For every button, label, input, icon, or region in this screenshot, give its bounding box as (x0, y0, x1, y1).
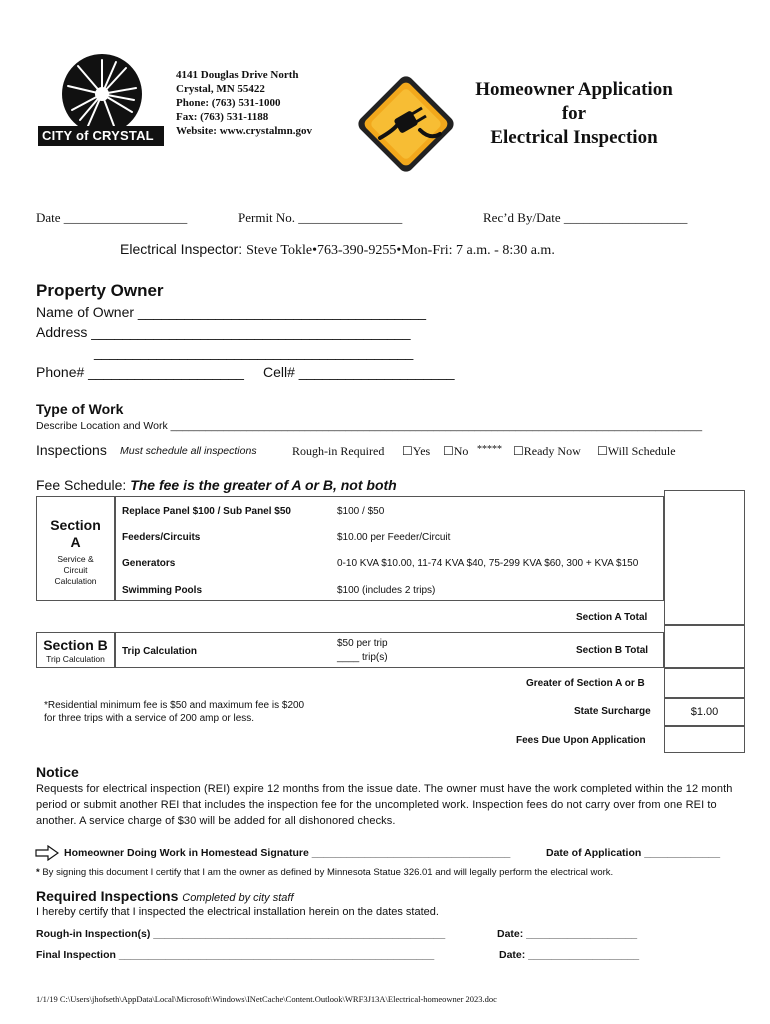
fees-due-box[interactable] (664, 726, 745, 753)
inspector-contact: Steve Tokle•763-390-9255•Mon-Fri: 7 a.m. - 8:30 a.m. (246, 243, 555, 258)
rough-in-required-label: Rough-in Required (292, 444, 385, 458)
fee-schedule-label: Fee Schedule: (36, 477, 127, 493)
fee-item: Swimming Pools (122, 585, 203, 596)
section-a-sub: Service & (57, 554, 94, 564)
owner-name-field[interactable]: Name of Owner _____________________________________ (36, 304, 427, 320)
greater-of-label: Greater of Section A or B (526, 678, 645, 689)
address-line: Crystal, MN 55422 (176, 83, 265, 95)
date-field[interactable]: Date ___________________ (36, 210, 188, 225)
electrical-plug-sign (350, 68, 462, 180)
final-inspection-field[interactable]: Final Inspection ______________________________________________________ (36, 949, 435, 961)
fee-value: $100 (includes 2 trips) (337, 585, 436, 596)
inspections-note: Must schedule all inspections (120, 445, 257, 457)
fax-line: Fax: (763) 531-1188 (176, 111, 269, 123)
notice-heading: Notice (36, 764, 79, 780)
fee-value: 0-10 KVA $10.00, 11-74 KVA $40, 75-299 KVA $60, 300 + KVA $150 (337, 558, 639, 569)
cell-field[interactable]: Cell# ____________________ (263, 364, 455, 380)
fee-item: Generators (122, 558, 176, 569)
date-of-application-field[interactable]: Date of Application _____________ (546, 847, 721, 859)
website-line: Website: www.crystalmn.gov (176, 125, 312, 137)
required-inspections-heading (36, 888, 294, 904)
owner-address-field[interactable]: Address _________________________________________ (36, 324, 411, 340)
phone-line: Phone: (763) 531-1000 (176, 97, 281, 109)
owner-certification-text: By signing this document I certify that I am the owner as defined by Minnesota Statue 326.01 and will legally perform the electrical work. (42, 867, 614, 878)
phone-field[interactable]: Phone# ____________________ (36, 364, 244, 380)
section-a-total-label: Section A Total (576, 612, 648, 623)
rough-in-date-field[interactable]: Date: ___________________ (497, 928, 638, 940)
residential-fee-footnote: *Residential minimum fee is $50 and maximum fee is $200 (44, 700, 305, 711)
section-a-sub: Calculation (54, 576, 97, 586)
section-a-total-box[interactable] (664, 490, 745, 625)
document-path-footer: 1/1/19 C:\Users\jhofseth\AppData\Local\Microsoft\Windows\INetCache\Content.Outlook\WRF3J13A\Electrical-homeowner 2023.doc (36, 994, 497, 1004)
section-a-letter: A (70, 534, 81, 550)
homeowner-signature-field[interactable]: Homeowner Doing Work in Homestead Signature __________________________________ (64, 847, 511, 859)
city-logo (38, 52, 164, 148)
received-by-date-field[interactable]: Rec’d By/Date ___________________ (483, 210, 688, 225)
address-line: 4141 Douglas Drive North (176, 69, 299, 81)
owner-certification (36, 867, 613, 878)
section-b-sub: Trip Calculation (46, 654, 105, 664)
fee-value: $10.00 per Feeder/Circuit (337, 532, 451, 543)
describe-work-field[interactable]: Describe Location and Work ___________________________________________________________________________________________ (36, 420, 703, 432)
inspector-label: Electrical Inspector: (120, 241, 243, 257)
fee-schedule-heading (36, 477, 397, 493)
trip-count-field[interactable]: ____ trip(s) (337, 652, 388, 663)
required-inspections-note: Completed by city staff (182, 892, 294, 904)
inspector-certification: I hereby certify that I inspected the electrical installation herein on the dates stated. (36, 906, 439, 918)
state-surcharge-box (664, 698, 745, 726)
required-inspections-title: Required Inspections (36, 888, 179, 904)
final-date-field[interactable]: Date: ___________________ (499, 949, 640, 961)
trip-calculation-label: Trip Calculation (122, 646, 198, 657)
section-a-box (36, 496, 115, 601)
logo-text: CITY of CRYSTAL (42, 128, 154, 143)
property-owner-heading: Property Owner (36, 281, 164, 300)
permit-number-field[interactable]: Permit No. ________________ (238, 210, 403, 225)
fee-value: $100 / $50 (337, 506, 385, 517)
section-b-title: Section B (43, 637, 108, 653)
page-title (460, 78, 688, 150)
stars-marker: ***** (477, 444, 502, 455)
residential-fee-footnote: for three trips with a service of 200 amp or less. (44, 713, 255, 724)
ready-now-checkbox[interactable]: ☐Ready Now (513, 444, 581, 458)
yes-checkbox[interactable]: ☐Yes (402, 444, 431, 458)
rough-in-inspection-field[interactable]: Rough-in Inspection(s) __________________________________________________ (36, 928, 446, 940)
type-of-work-heading: Type of Work (36, 401, 124, 417)
section-b-box (36, 632, 115, 668)
notice-text: Requests for electrical inspection (REI) expire 12 months from the issue date. The owner must have the work completed within the 12 month period or submit another REI that includes the inspection fee for the uncompleted work. Inspection fees do not carry over from one REI to another. A service charge of $30 will be added for all dishonored checks. (36, 783, 733, 827)
section-b-total-box[interactable] (664, 625, 745, 668)
no-checkbox[interactable]: ☐No (443, 444, 469, 458)
fees-due-label: Fees Due Upon Application (516, 735, 646, 746)
city-address (176, 68, 312, 138)
title-line: for (561, 103, 587, 124)
will-schedule-checkbox[interactable]: ☐Will Schedule (597, 444, 676, 458)
title-line: Electrical Inspection (490, 127, 658, 148)
arrow-right-icon (35, 845, 59, 864)
asterisk: * (36, 867, 40, 878)
electrical-inspector-line (120, 241, 555, 259)
fee-item: Replace Panel $100 / Sub Panel $50 (122, 506, 291, 517)
section-a-title: Section (50, 517, 101, 533)
fee-schedule-note: The fee is the greater of A or B, not both (130, 477, 397, 493)
owner-address-line2-field[interactable]: _________________________________________ (94, 344, 414, 360)
fee-item: Feeders/Circuits (122, 532, 201, 543)
state-surcharge-value: $1.00 (690, 706, 719, 718)
state-surcharge-label: State Surcharge (574, 706, 651, 717)
title-line: Homeowner Application (475, 79, 673, 100)
greater-of-box[interactable] (664, 668, 745, 698)
section-b-total-label: Section B Total (576, 645, 649, 656)
inspections-label: Inspections (36, 442, 107, 458)
trip-fee: $50 per trip (337, 638, 388, 649)
section-a-sub: Circuit (63, 565, 88, 575)
plug-warning-icon (350, 68, 462, 180)
